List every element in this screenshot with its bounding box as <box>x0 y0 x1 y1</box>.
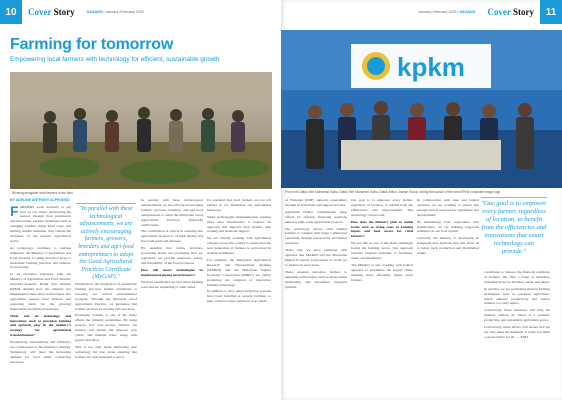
issue-label: January–February 2025 | DAGANG <box>418 10 476 14</box>
column-3: In parallel with these technological advancements, we are actively encouraging farmers, growers, breeders, and agri-food entrepreneurs to adopt the Malaysian Good Agricultural Practices (MyGAP) certification. The certification is critical in ensuring that agricultural produce is of high quality and free from pests and diseases. By ensuring that farms, abattoirs, processing plants, and packaging sites are registered, we provide assurance, safety, and traceability of the food produced. How will smart technologies be implemented among rural farmers? We have established our first smart farming zone and are expanding to other states. <box>141 198 203 289</box>
article-title: Farming for tomorrow <box>10 36 174 53</box>
page-number: 10 <box>0 0 22 24</box>
kpkm-logo-text: kpkm <box>397 52 465 82</box>
section-label: Cover Story <box>487 7 534 17</box>
column-8: contributes to balance the financial resilience of farmers. We offer a range of subsidies, including those for fertiliser, seeds, and diesel. In parallel, we are promoting modern farming techniques, such as precision agriculture, which enhance productivity and reduce reliance on costly inputs. Collectively, these measures will help the ministry achieve its vision of a resilient, productive, and sustainable agriculture sector. Collectively, these efforts will ensure that we not only meet the demands of today but build a secure future for all. — END <box>484 270 550 339</box>
photo-caption: From left: Datuk Seri Mohamad Sabu, Datuk Seri Mohamed Sabu, Datuk Arthur Joseph Kurup, during the launch of the new KPKM corporate image logo <box>285 190 501 194</box>
column-4: It's essential that rural farmers are not left behind as we modernise our agricultural landscape. Smart technologies implementation requires more than investments; it requires an approach that supports rural farmers with training and financial support. We are already working with agricultural colleges across the country to ensure that the next generation of farmers is well-versed in modern techniques. For example, the Malaysian Agricultural Research and Development Institute (MARDI) and the Malaysian Digital Economy Corporation (MDEC) are jointly promoting the adoption of innovative farming technology. In addition to that, smart irrigation systems have been installed at several facilities to help conserve water and boost crop yields. <box>207 198 271 304</box>
column-1: BY ADELINE ANTHONY ALPHONSO FARMERS work tirelessly to put food on our tables, persevering the seasons through their persistence and innovation. Despite challenges such as changing weather, rising input costs, and shifting market demands, they remain the backbone of the nation's agricultural sector. As technology continues to reshape industries, the Ministry of Agriculture and Food Security is taking proactive steps to modernise farming practices and enhance food security. In an exclusive interview with the Ministry of Agriculture and Food Security Secretary-General, Datuk Seri Ahmad, KPKM detailed how the ministry has implemented innovative technologies into agriculture, support rural farmers, and preparing them for the growing imperatives and limited landscape. What role do technology and innovation, such as precision farming and agritech, play in the ministry's strategy for agricultural transformation? Productivity, sustainability and efficiency are cornerstones of the ministry's strategy. Technology will meet the increasing demand for food while conserving resources. <box>10 198 71 364</box>
column-2: Furthermore, the integration of sustainable farming practices further contributes to lowering our overall environmental footprint. Through the Malaysia Good Agricultural Practice, we guarantee that farmers produce food using safe practices. Promoting training is one of the many efforts the ministry undertakes. By using sensors, IoT, and drones, farmers can monitor soil health and improve crop yields, and manage water usage with greater precision. This is not only about embracing new technology but also about ensuring that farmers are well equipped to use it. <box>75 282 137 359</box>
question-1: What role do technology and innovation, such as precision farming and agritech, play in the ministry's strategy for agricultural transformation? <box>10 313 71 338</box>
column-6: Our goal is to empower every farmer, regardless of location, to benefit from the efficiencies and improvements that technology can provide. How does the Ministry plan to tackle issues such as rising costs of farming inputs and food access for rural farmers? We see this as one of the main challenges facing the farming sector. Our approach includes targeted subsidies to fertilisers, seeds, and machinery. The Ministry is also working with federal agencies to streamline the supply chain, ensuring more affordable inputs reach farmers. <box>351 198 413 282</box>
issue-label: DAGANG | January–February 2025 <box>86 10 144 14</box>
question-3: How does the Ministry plan to tackle issues such as rising costs of farming inputs and food access for rural farmers? <box>351 219 413 239</box>
launch-photo <box>281 30 562 188</box>
photo-caption: Working alongside local farmers in the field <box>12 191 73 195</box>
dropcap: F <box>10 202 19 219</box>
page-number: 11 <box>540 0 562 24</box>
pull-quote-1: "In parallel with these technological advancements, we are actively encouraging farmers, growers, breeders and agri-food entrepreneurs to adopt the Good Agricultural Practices Certificate (MyGAP)." <box>76 206 136 282</box>
column-5: of Fisheries (DOF) supports aquaculture through its fish farms and support services. Aquabank further complements these efforts by offering financing solutions aimed at high-value agricultural projects. Our technology allows even smaller farmers to compete with larger commercial operations through connectivity and shared resources. That's why we have partnered with agencies like MARDI and the Malaysian Digital Economy Corporation to reach out to farmers in rural areas. These sessions introduce farmers to emerging technologies such as drone-based monitoring and automated irrigation systems. <box>285 198 347 289</box>
pull-quote-2: "Our goal is to empower every farmer, regardless of location, to benefit from the efficiencies and innovations that smart technology can provide." <box>481 200 547 255</box>
question-2: How will smart technologies be implemented among rural farmers? <box>141 267 203 277</box>
field-photo <box>10 72 272 189</box>
column-7: In collaboration with state and federal agencies, we are working to ensure that enough land is reserved for agriculture and development. By maintaining close cooperation with stakeholders, we are building long-term resilience in our food system. Currently, the ministry is developing an integrated data platform that will allow us to better track production and distribution trends. <box>417 198 479 256</box>
left-header <box>0 0 281 24</box>
byline: BY ADELINE ANTHONY ALPHONSO <box>10 198 70 202</box>
section-label: Cover Story <box>28 7 75 17</box>
article-subtitle: Empowering local farmers with technology for efficient, sustainable growth <box>10 56 220 63</box>
right-page <box>281 0 562 400</box>
right-header <box>281 0 562 24</box>
